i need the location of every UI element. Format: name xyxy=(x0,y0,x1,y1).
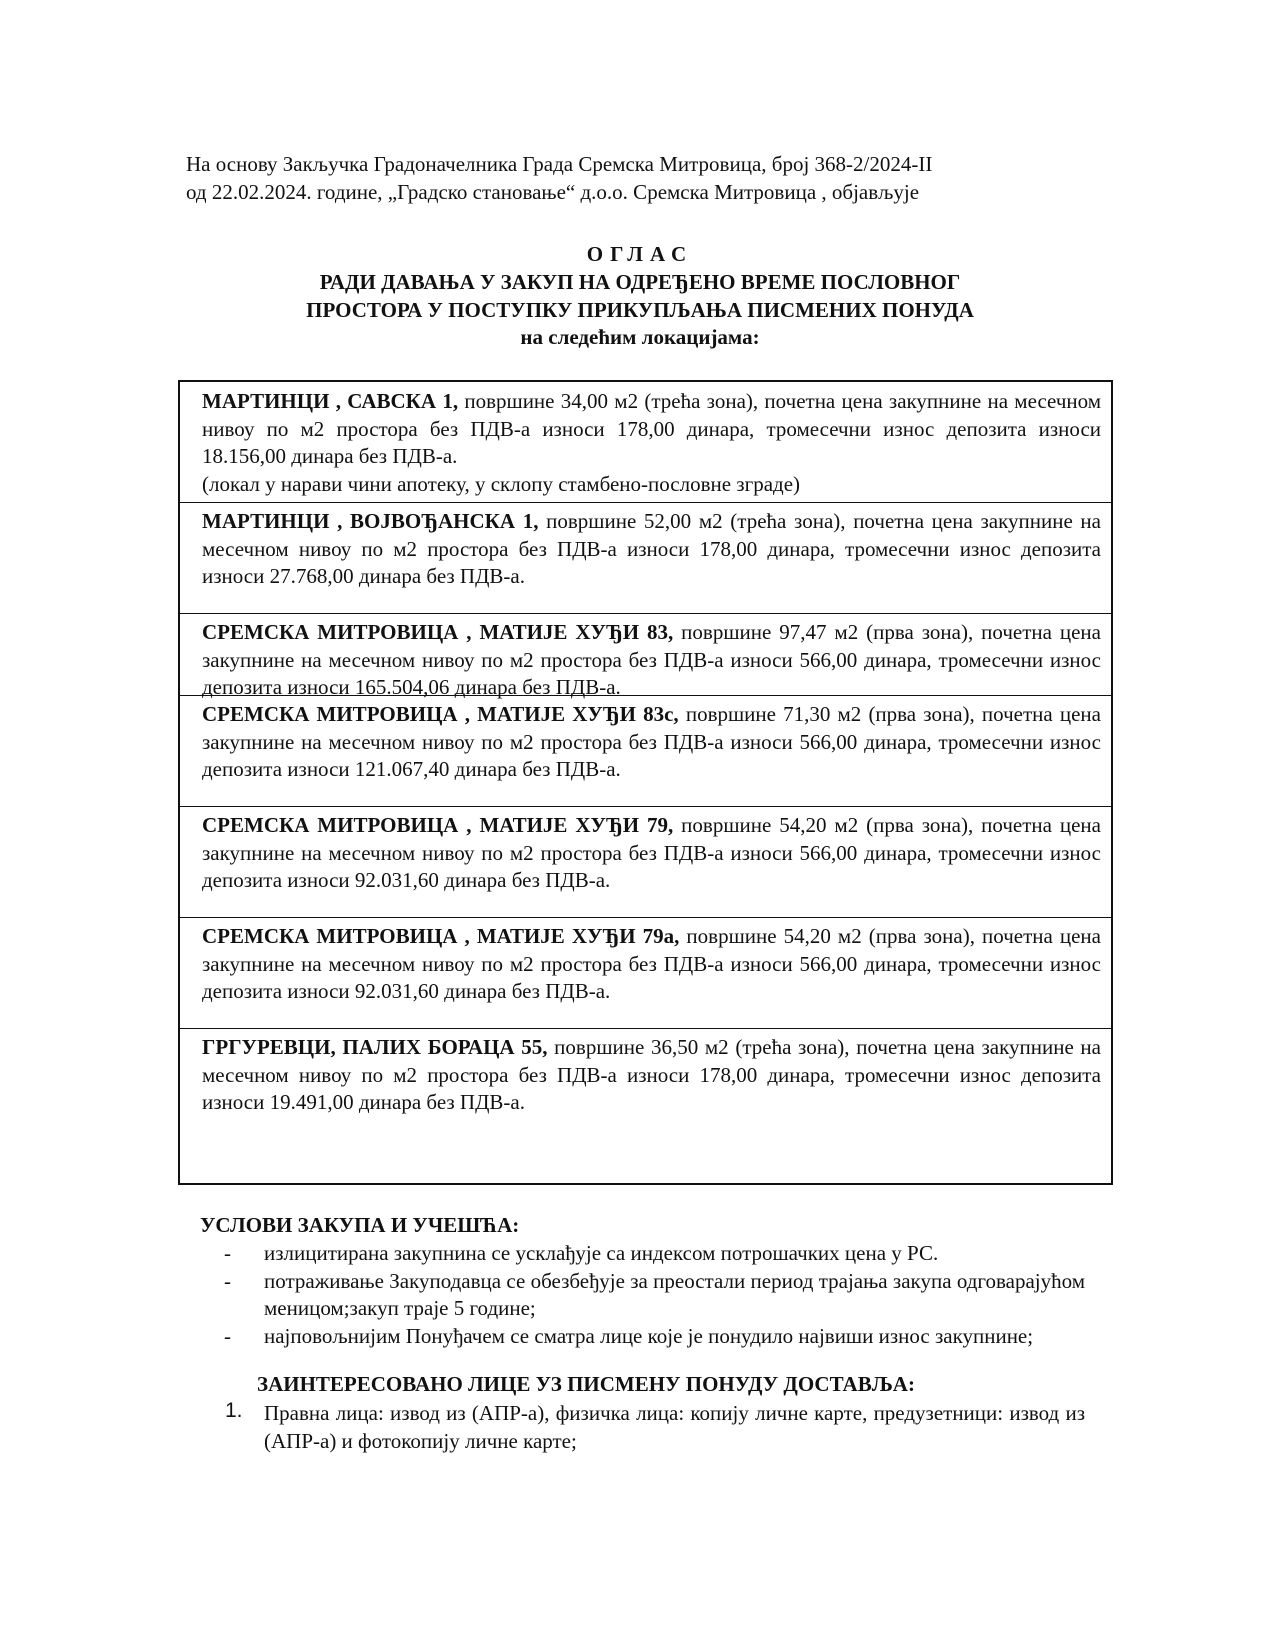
conditions-list xyxy=(200,1240,1085,1350)
location-row xyxy=(180,1028,1111,1183)
list-item xyxy=(200,1323,1085,1351)
location-title: СРЕМСКА МИТРОВИЦА , МАТИЈЕ ХУЂИ 83, xyxy=(202,620,674,644)
notice-subtitle-line-2: ПРОСТОРА У ПОСТУПКУ ПРИКУПЉАЊА ПИСМЕНИХ ПОНУДА xyxy=(306,298,974,322)
list-number: 1. xyxy=(225,1399,243,1422)
conditions-title: УСЛОВИ ЗАКУПА И УЧЕШЋА: xyxy=(200,1213,520,1237)
location-row xyxy=(180,806,1111,918)
location-details: површине 97,47 м2 (прва зона), почетна цена закупнине на месечном нивоу по м2 простора без ПДВ-а износи 566,00 динара, тромесечни износ депозита износи 165.504,06 динара без ПДВ-а. xyxy=(202,620,1101,699)
location-details: површине 52,00 м2 (трећа зона), почетна цена закупнине на месечном нивоу по м2 простора без ПДВ-а износи 178,00 динара, тромесечни износ депозита износи 27.768,00 динара без ПДВ-а. xyxy=(202,509,1101,588)
location-title: СРЕМСКА МИТРОВИЦА , МАТИЈЕ ХУЂИ 79а, xyxy=(202,924,680,948)
notice-title: ОГЛАС xyxy=(586,242,694,266)
location-title: СРЕМСКА МИТРОВИЦА , МАТИЈЕ ХУЂИ 83с, xyxy=(202,702,679,726)
location-title: МАРТИНЦИ , ВОЈВОЂАНСКА 1, xyxy=(202,509,539,533)
dash-bullet: - xyxy=(224,1268,231,1293)
location-details: површине 71,30 м2 (прва зона), почетна цена закупнине на месечном нивоу по м2 простора без ПДВ-а износи 566,00 динара, тромесечни износ депозита износи 121.067,40 динара без ПДВ-а. xyxy=(202,702,1101,781)
location-row xyxy=(180,382,1111,503)
dash-bullet: - xyxy=(224,1241,231,1265)
location-note: (локал у нарави чини апотеку, у склопу стамбено-пословне зграде) xyxy=(202,471,801,496)
locations-table xyxy=(178,380,1113,1185)
location-title: СРЕМСКА МИТРОВИЦА , МАТИЈЕ ХУЂИ 79, xyxy=(202,813,674,837)
notice-subtitle-line-1: РАДИ ДАВАЊА У ЗАКУП НА ОДРЕЂЕНО ВРЕМЕ ПОСЛОВНОГ xyxy=(319,270,961,294)
location-row xyxy=(180,613,1111,699)
location-row xyxy=(180,695,1111,807)
intro-line-2: од 22.02.2024. године, „Градско становање“ д.о.о. Сремска Митровица , објављује xyxy=(186,180,920,204)
location-title: ГРГУРЕВЦИ, ПАЛИХ БОРАЦА 55, xyxy=(202,1035,548,1059)
location-row xyxy=(180,917,1111,1029)
submission-item-text: Правна лица: извод из (АПР-а), физичка лица: копију личне карте, предузетници: извод из (АПР-а) и фотокопију личне карте; xyxy=(264,1401,1085,1453)
list-item xyxy=(200,1240,1085,1268)
intro-line-1: На основу Закључка Градоначелника Града Сремска Митровица, број 368-2/2024-II xyxy=(186,152,933,176)
location-details: површине 34,00 м2 (трећа зона), почетна цена закупнине на месечном нивоу по м2 простора без ПДВ-а износи 178,00 динара, тромесечни износ депозита износи 18.156,00 динара без ПДВ-а. xyxy=(202,389,1102,468)
location-details: површине 36,50 м2 (трећа зона), почетна цена закупнине на месечном нивоу по м2 простора без ПДВ-а износи 178,00 динара, тромесечни износ депозита износи 19.491,00 динара без ПДВ-а. xyxy=(202,1035,1101,1114)
location-row xyxy=(180,502,1111,614)
condition-text: излицитирана закупнина се усклађује са индексом потрошачких цена у РС. xyxy=(264,1241,939,1265)
location-details: површине 54,20 м2 (прва зона), почетна цена закупнине на месечном нивоу по м2 простора без ПДВ-а износи 566,00 динара, тромесечни износ депозита износи 92.031,60 динара без ПДВ-а. xyxy=(202,924,1101,1003)
submission-title: ЗАИНТЕРЕСОВАНО ЛИЦЕ УЗ ПИСМЕНУ ПОНУДУ ДОСТАВЉА: xyxy=(257,1372,915,1396)
intro-paragraph xyxy=(186,150,1086,206)
list-item xyxy=(200,1268,1085,1323)
condition-text: најповољнијим Понуђачем се сматра лице које је понудило највиши износ закупнине; xyxy=(264,1323,1034,1348)
dash-bullet: - xyxy=(224,1323,231,1348)
location-title: МАРТИНЦИ , САВСКА 1, xyxy=(202,389,459,413)
submission-list xyxy=(200,1399,1085,1455)
condition-text: потраживање Закуподавца се обезбеђује за преостали период трајања закупа одговарајућом меницом;закуп траје 5 године; xyxy=(264,1268,1085,1320)
notice-subtitle-line-3: на следећим локацијама: xyxy=(520,325,760,349)
location-details: површине 54,20 м2 (прва зона), почетна цена закупнине на месечном нивоу по м2 простора без ПДВ-а износи 566,00 динара, тромесечни износ депозита износи 92.031,60 динара без ПДВ-а. xyxy=(202,813,1101,892)
